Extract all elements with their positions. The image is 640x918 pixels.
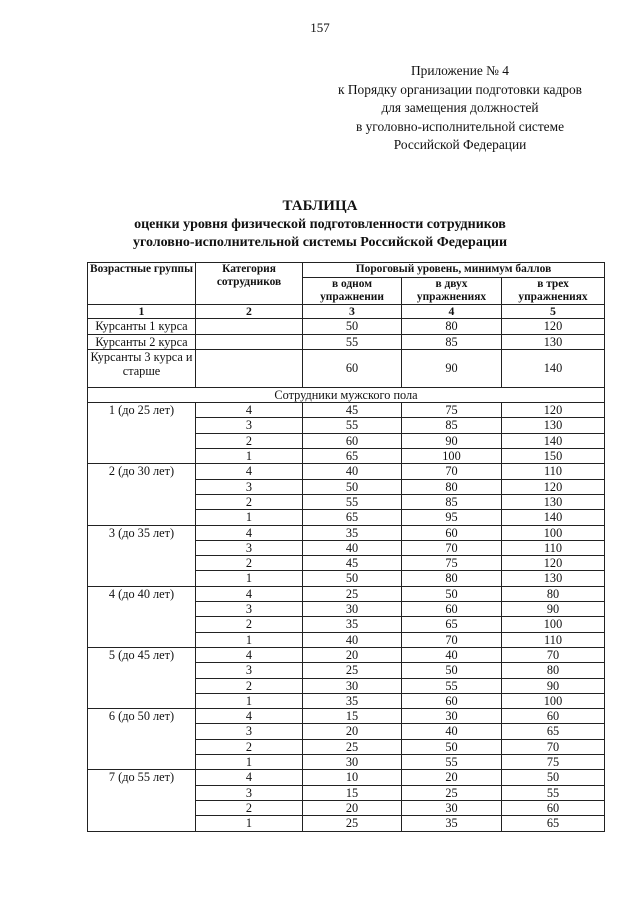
cell-category: 1 — [196, 571, 303, 586]
cell-category — [196, 319, 303, 334]
cell-one: 60 — [303, 433, 402, 448]
cell-three: 150 — [502, 449, 605, 464]
cell-one: 45 — [303, 556, 402, 571]
table-row — [88, 586, 605, 601]
cell-two: 70 — [402, 540, 502, 555]
cell-one: 25 — [303, 816, 402, 831]
cell-category — [196, 349, 303, 387]
cell-one: 55 — [303, 334, 402, 349]
cell-category: 2 — [196, 617, 303, 632]
cell-three: 65 — [502, 724, 605, 739]
age-group-label: 7 (до 55 лет) — [88, 770, 196, 831]
cadet-label: Курсанты 1 курса — [88, 319, 196, 334]
cell-category: 2 — [196, 678, 303, 693]
cell-one: 25 — [303, 586, 402, 601]
cell-three: 70 — [502, 739, 605, 754]
cell-two: 50 — [402, 739, 502, 754]
table-title-main: ТАБЛИЦА — [282, 198, 358, 214]
cell-three: 50 — [502, 770, 605, 785]
cell-three: 100 — [502, 693, 605, 708]
cell-three: 110 — [502, 464, 605, 479]
cell-category: 4 — [196, 586, 303, 601]
cadet-label: Курсанты 3 курса и старше — [88, 349, 196, 387]
cell-two: 55 — [402, 755, 502, 770]
cell-category: 3 — [196, 724, 303, 739]
cell-one: 40 — [303, 632, 402, 647]
cell-category: 3 — [196, 479, 303, 494]
cell-one: 40 — [303, 540, 402, 555]
table-row — [88, 403, 605, 418]
cell-three: 130 — [502, 418, 605, 433]
cell-three: 100 — [502, 617, 605, 632]
appendix-line: для замещения должностей — [381, 100, 539, 115]
cell-one: 15 — [303, 785, 402, 800]
cell-category: 3 — [196, 663, 303, 678]
cell-two: 55 — [402, 678, 502, 693]
cell-one: 50 — [303, 319, 402, 334]
cell-category: 4 — [196, 709, 303, 724]
cell-two: 65 — [402, 617, 502, 632]
cell-two: 70 — [402, 464, 502, 479]
cell-two: 50 — [402, 663, 502, 678]
table-row — [88, 319, 605, 334]
section-label: Сотрудники мужского пола — [88, 387, 605, 402]
appendix-line: Приложение № 4 — [410, 63, 510, 78]
cell-two: 90 — [402, 433, 502, 448]
header-threshold: Пороговый уровень, минимум баллов — [303, 263, 605, 278]
cell-two: 20 — [402, 770, 502, 785]
cell-two: 85 — [402, 334, 502, 349]
header-one-exercise: в одном упражнении — [303, 278, 402, 305]
cell-one: 25 — [303, 663, 402, 678]
cell-category: 4 — [196, 403, 303, 418]
column-number: 1 — [88, 305, 196, 319]
header-three-exercises: в трех упражнениях — [502, 278, 605, 305]
age-group-label: 6 (до 50 лет) — [88, 709, 196, 770]
header-age-groups: Возрастные группы — [88, 263, 196, 305]
cell-three: 130 — [502, 334, 605, 349]
cell-three: 120 — [502, 403, 605, 418]
cell-category: 4 — [196, 464, 303, 479]
cell-two: 30 — [402, 709, 502, 724]
cell-one: 65 — [303, 510, 402, 525]
cell-three: 60 — [502, 800, 605, 815]
cell-category: 2 — [196, 800, 303, 815]
cell-category: 3 — [196, 602, 303, 617]
table-title-line: уголовно-исполнительной системы Российской Федерации — [132, 235, 508, 250]
appendix-line: в уголовно-исполнительной системе — [355, 118, 565, 134]
cell-one: 40 — [303, 464, 402, 479]
column-number: 5 — [502, 305, 605, 319]
appendix-line: Российской Федерации — [393, 137, 527, 152]
cell-three: 130 — [502, 494, 605, 509]
table-body — [88, 319, 605, 831]
cell-two: 80 — [402, 571, 502, 586]
cell-one: 35 — [303, 693, 402, 708]
header-two-exercises: в двух упражнениях — [402, 278, 502, 305]
cell-two: 30 — [402, 800, 502, 815]
fitness-table — [87, 262, 605, 832]
cell-three: 140 — [502, 433, 605, 448]
cell-two: 75 — [402, 556, 502, 571]
section-row — [88, 387, 605, 402]
cell-one: 20 — [303, 800, 402, 815]
cell-category: 4 — [196, 770, 303, 785]
cell-category: 2 — [196, 739, 303, 754]
cell-three: 80 — [502, 663, 605, 678]
cell-category: 1 — [196, 632, 303, 647]
cell-category: 4 — [196, 647, 303, 662]
cell-three: 90 — [502, 678, 605, 693]
cell-two: 60 — [402, 525, 502, 540]
cell-three: 80 — [502, 586, 605, 601]
cadet-label: Курсанты 2 курса — [88, 334, 196, 349]
table-row — [88, 334, 605, 349]
cell-one: 20 — [303, 724, 402, 739]
cell-two: 25 — [402, 785, 502, 800]
cell-one: 50 — [303, 479, 402, 494]
column-number: 4 — [402, 305, 502, 319]
cell-three: 120 — [502, 556, 605, 571]
cell-two: 70 — [402, 632, 502, 647]
table-row — [88, 709, 605, 724]
cell-two: 40 — [402, 647, 502, 662]
cell-two: 60 — [402, 602, 502, 617]
cell-two: 100 — [402, 449, 502, 464]
table-title — [0, 196, 640, 252]
cell-one: 55 — [303, 494, 402, 509]
cell-category: 2 — [196, 494, 303, 509]
table-title-line: оценки уровня физической подготовленности сотрудников — [134, 217, 506, 232]
age-group-label: 5 (до 45 лет) — [88, 647, 196, 708]
appendix-line: к Порядку организации подготовки кадров — [338, 81, 582, 97]
cell-one: 10 — [303, 770, 402, 785]
header-category: Категория сотрудников — [196, 263, 303, 305]
cell-three: 75 — [502, 755, 605, 770]
cell-three: 120 — [502, 319, 605, 334]
cell-two: 75 — [402, 403, 502, 418]
cell-two: 95 — [402, 510, 502, 525]
cell-one: 55 — [303, 418, 402, 433]
cell-three: 100 — [502, 525, 605, 540]
cell-two: 85 — [402, 418, 502, 433]
cell-category: 2 — [196, 556, 303, 571]
cell-three: 130 — [502, 571, 605, 586]
cell-category: 1 — [196, 816, 303, 831]
page-number: 157 — [310, 20, 330, 35]
cell-one: 15 — [303, 709, 402, 724]
age-group-label: 3 (до 35 лет) — [88, 525, 196, 586]
cell-two: 85 — [402, 494, 502, 509]
cell-one: 35 — [303, 617, 402, 632]
cell-three: 120 — [502, 479, 605, 494]
age-group-label: 1 (до 25 лет) — [88, 403, 196, 464]
cell-one: 30 — [303, 602, 402, 617]
column-number: 2 — [196, 305, 303, 319]
cell-three: 90 — [502, 602, 605, 617]
cell-category: 1 — [196, 755, 303, 770]
table-row — [88, 349, 605, 387]
cell-category: 2 — [196, 433, 303, 448]
cell-two: 90 — [402, 349, 502, 387]
cell-category: 3 — [196, 540, 303, 555]
cell-category: 1 — [196, 449, 303, 464]
appendix-block — [318, 62, 602, 155]
cell-one: 30 — [303, 755, 402, 770]
cell-one: 25 — [303, 739, 402, 754]
cell-one: 60 — [303, 349, 402, 387]
cell-one: 30 — [303, 678, 402, 693]
table-row — [88, 464, 605, 479]
cell-three: 60 — [502, 709, 605, 724]
table-row — [88, 770, 605, 785]
table-row — [88, 647, 605, 662]
cell-three: 140 — [502, 349, 605, 387]
cell-three: 110 — [502, 540, 605, 555]
cell-category: 4 — [196, 525, 303, 540]
cell-two: 35 — [402, 816, 502, 831]
cell-one: 45 — [303, 403, 402, 418]
cell-category: 1 — [196, 693, 303, 708]
cell-one: 50 — [303, 571, 402, 586]
cell-three: 65 — [502, 816, 605, 831]
column-number: 3 — [303, 305, 402, 319]
cell-category: 1 — [196, 510, 303, 525]
age-group-label: 4 (до 40 лет) — [88, 586, 196, 647]
cell-category — [196, 334, 303, 349]
cell-one: 20 — [303, 647, 402, 662]
cell-three: 140 — [502, 510, 605, 525]
cell-two: 60 — [402, 693, 502, 708]
cell-three: 55 — [502, 785, 605, 800]
cell-three: 70 — [502, 647, 605, 662]
age-group-label: 2 (до 30 лет) — [88, 464, 196, 525]
cell-category: 3 — [196, 785, 303, 800]
cell-two: 80 — [402, 479, 502, 494]
cell-one: 65 — [303, 449, 402, 464]
table-row — [88, 525, 605, 540]
cell-two: 80 — [402, 319, 502, 334]
cell-category: 3 — [196, 418, 303, 433]
cell-one: 35 — [303, 525, 402, 540]
cell-two: 40 — [402, 724, 502, 739]
cell-three: 110 — [502, 632, 605, 647]
cell-two: 50 — [402, 586, 502, 601]
